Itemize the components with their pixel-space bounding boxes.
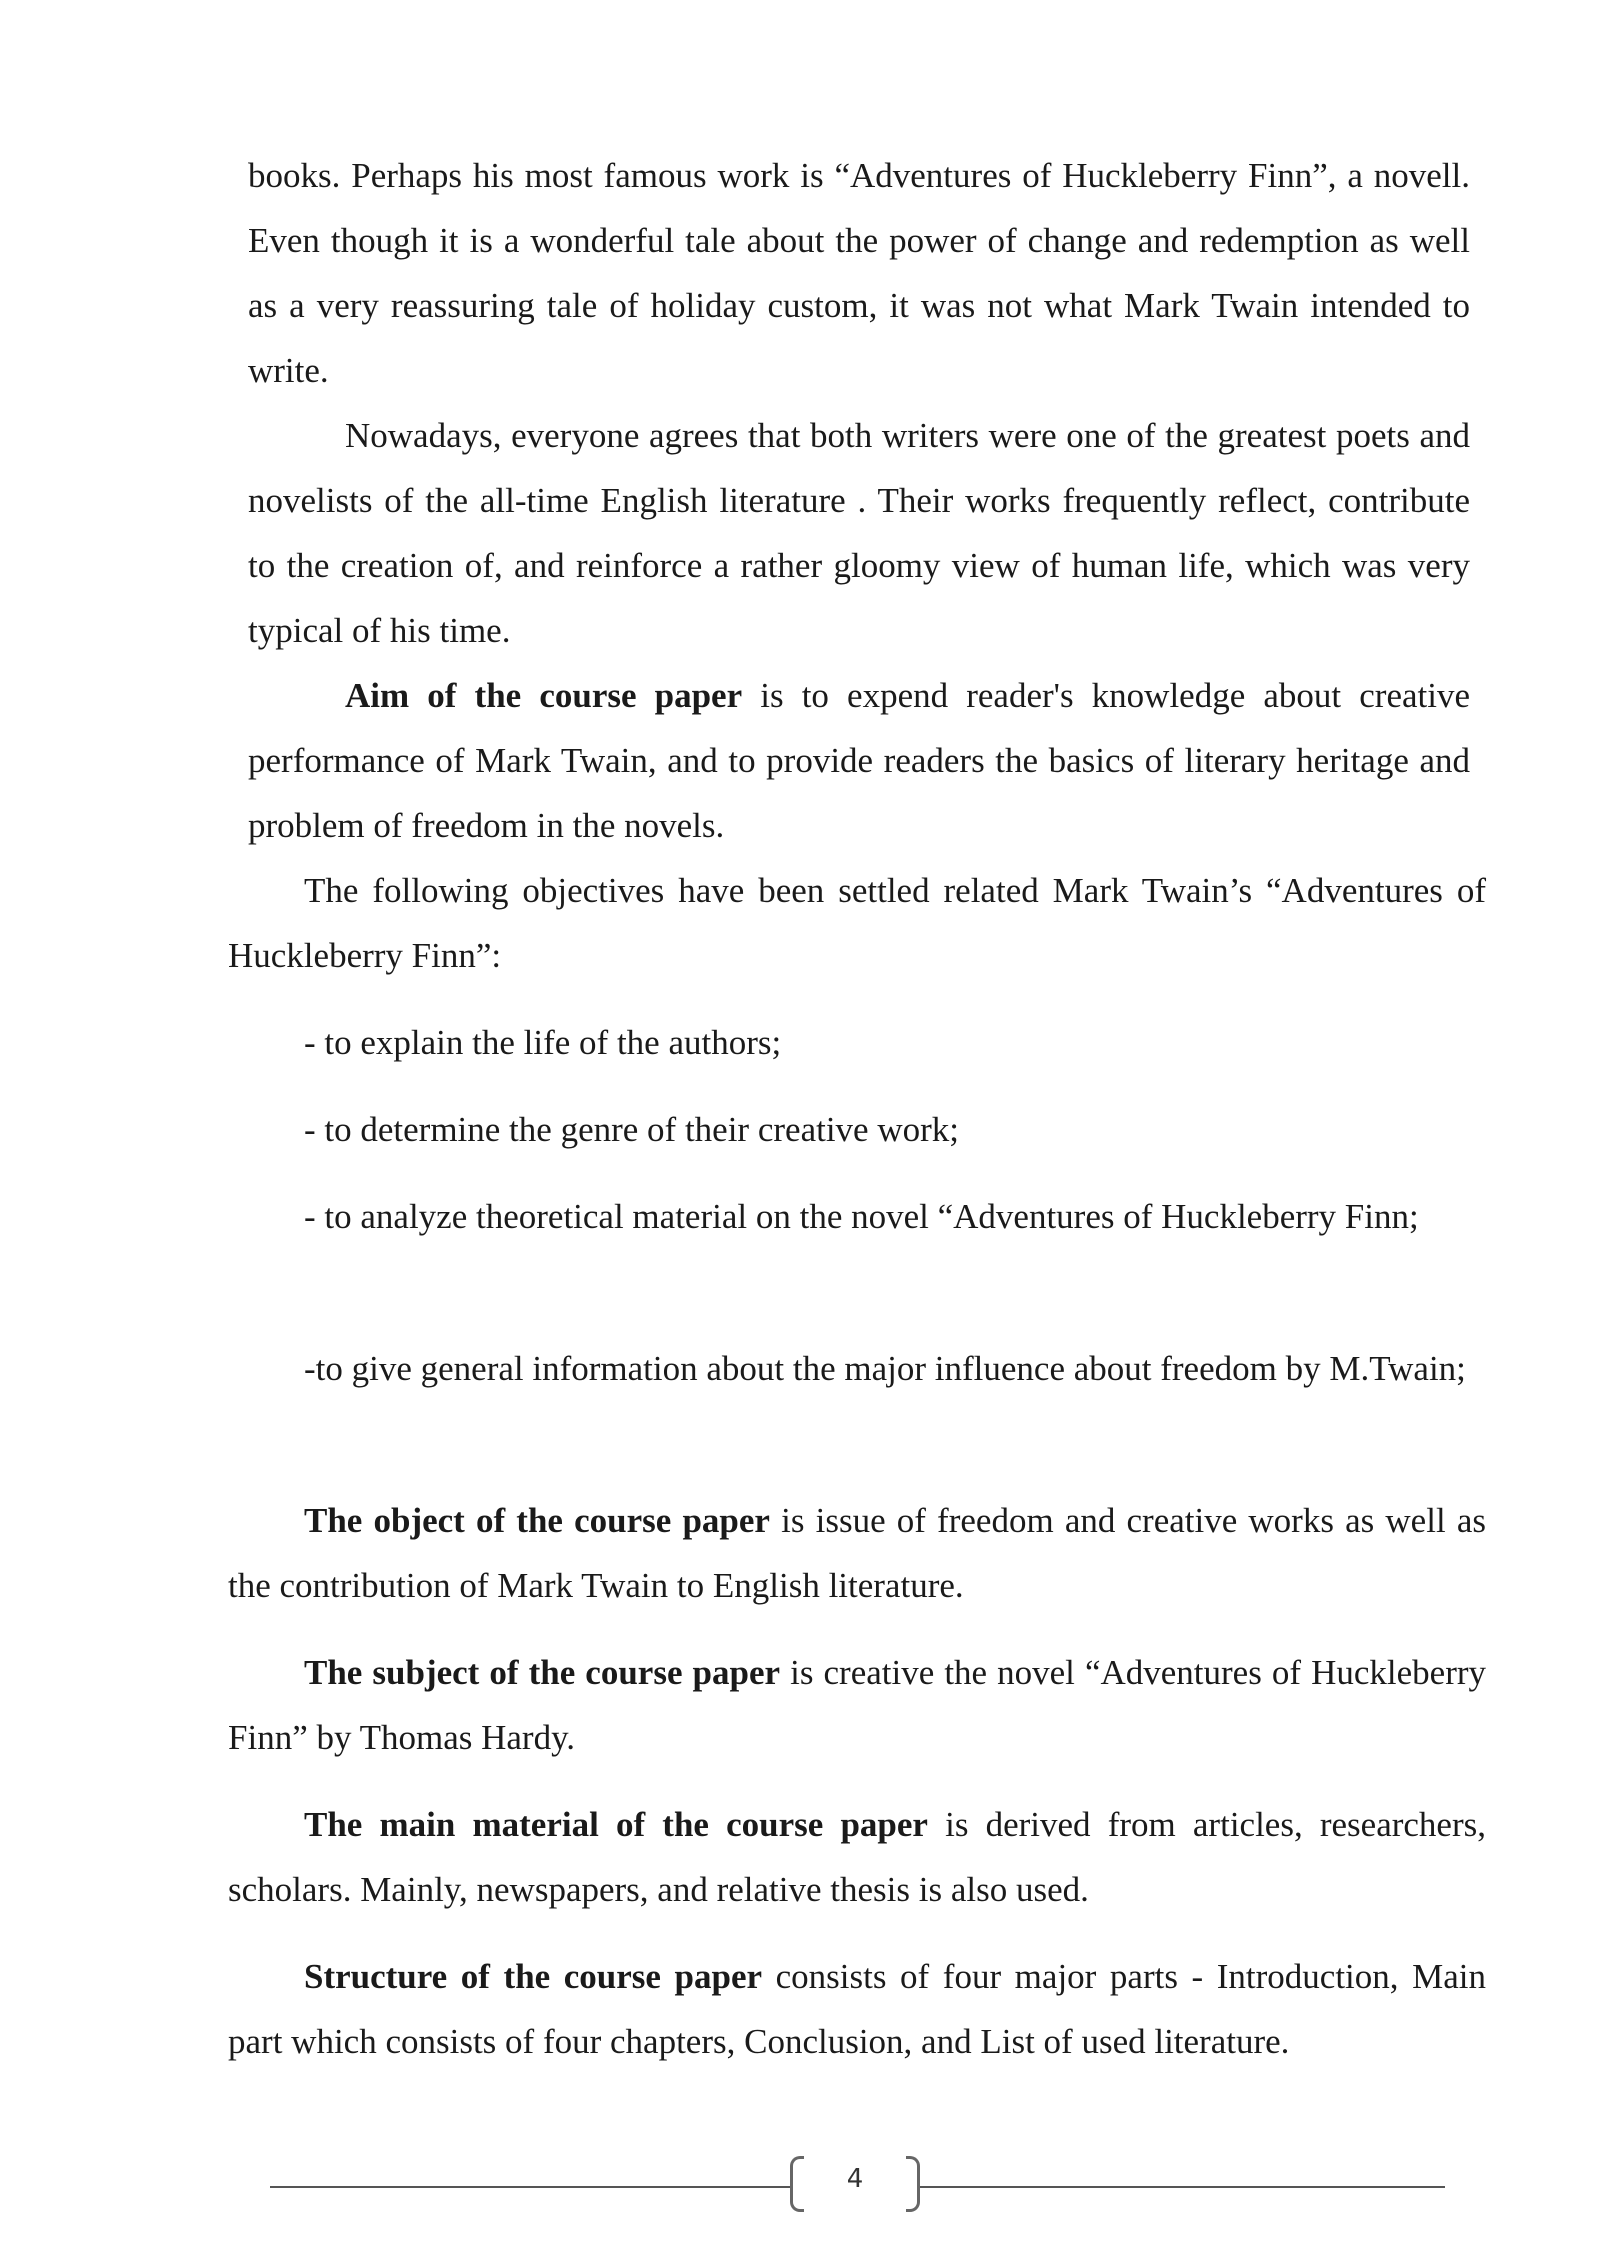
left-brace-icon	[790, 2156, 804, 2212]
paragraph-objectives-intro: The following objectives have been settled related Mark Twain’s “Adventures of Huckleberry Finn”:	[228, 871, 1486, 975]
object-heading: The object of the course paper	[304, 1501, 770, 1540]
right-brace-icon	[906, 2156, 920, 2212]
structure-heading: Structure of the course paper	[304, 1957, 763, 1996]
aim-text: is to expend reader's knowledge about creative performance of Mark Twain, and to provide readers the basics of literary heritage and problem of freedom in the novels.	[248, 676, 1470, 845]
material-text: is derived from articles, researchers, scholars. Mainly, newspapers, and relative thesis is also used.	[228, 1805, 1486, 1909]
objective-item: - to determine the genre of their creative work;	[304, 1110, 959, 1149]
paragraph-aim	[248, 663, 1470, 858]
objective-item: - to analyze theoretical material on the novel “Adventures of Huckleberry Finn;	[304, 1197, 1419, 1236]
objective-item: - to explain the life of the authors;	[304, 1023, 782, 1062]
paragraph-books: books. Perhaps his most famous work is “Adventures of Huckleberry Finn”, a novell. Even though it is a wonderful tale about the power of change and redemption as well as a very reassuring tale of holiday custom, it was not what Mark Twain intended to write.	[248, 156, 1470, 390]
footer-rule-left	[270, 2186, 790, 2188]
material-heading: The main material of the course paper	[304, 1805, 928, 1844]
page-number: 4	[846, 2164, 864, 2194]
paragraph-structure	[228, 1944, 1486, 2074]
paragraph-subject	[228, 1640, 1486, 1770]
paragraph-nowadays: Nowadays, everyone agrees that both writers were one of the greatest poets and novelists of the all-time English literature . Their works frequently reflect, contribute to the creation of, and reinforce a rather gloomy view of human life, which was very typical of his time.	[248, 416, 1470, 650]
subject-text: is creative the novel “Adventures of Huckleberry Finn” by Thomas Hardy.	[228, 1653, 1486, 1757]
object-text: is issue of freedom and creative works as well as the contribution of Mark Twain to English literature.	[228, 1501, 1486, 1605]
subject-heading: The subject of the course paper	[304, 1653, 781, 1692]
structure-text: consists of four major parts - Introduction, Main part which consists of four chapters, Conclusion, and List of used literature.	[228, 1957, 1486, 2061]
footer-rule-right	[920, 2186, 1445, 2188]
aim-heading: Aim of the course paper	[345, 676, 743, 715]
paragraph-material	[228, 1792, 1486, 1922]
page-footer	[270, 2150, 1445, 2220]
paragraph-object	[228, 1488, 1486, 1618]
objective-item: -to give general information about the major influence about freedom by M.Twain;	[304, 1349, 1466, 1388]
